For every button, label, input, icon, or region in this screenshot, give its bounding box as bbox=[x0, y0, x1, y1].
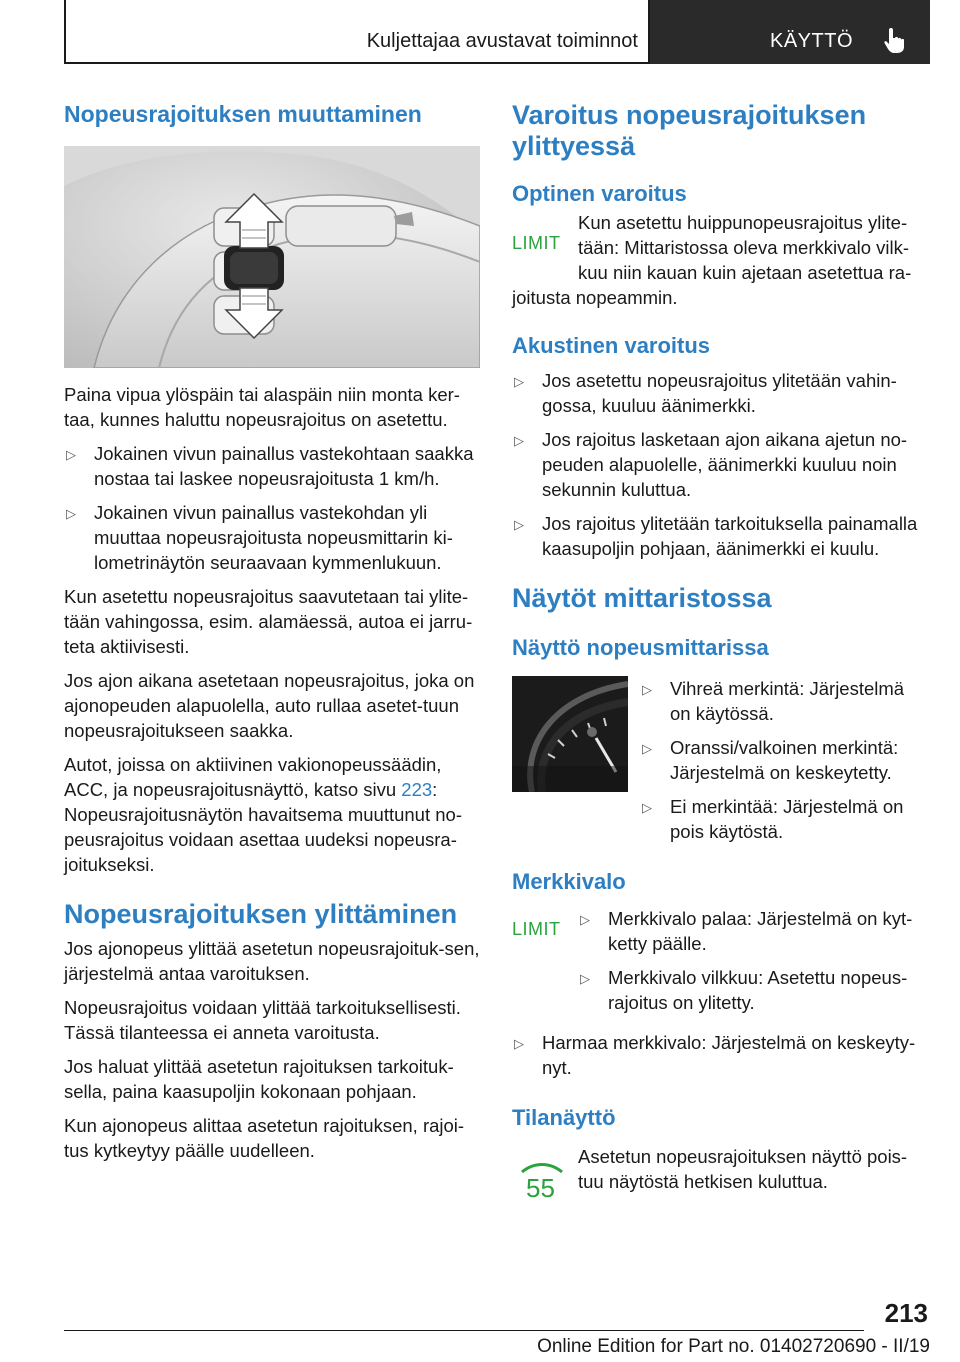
bullet-text: Merkkivalo vilkkuu: Asetettu nopeus-rajoitus on ylitetty. bbox=[608, 967, 908, 1013]
header-section-title: Kuljettajaa avustavat toiminnot bbox=[366, 30, 638, 52]
list-item bbox=[578, 965, 926, 1015]
list-item bbox=[640, 794, 926, 844]
list-item bbox=[64, 441, 480, 491]
heading-exceeding: Nopeusrajoituksen ylittäminen bbox=[64, 899, 458, 929]
limit-indicator-icon bbox=[512, 916, 572, 942]
bullet-text: Oranssi/valkoinen merkintä: Järjestelmä on keskeytetty. bbox=[670, 737, 899, 783]
list-item bbox=[512, 368, 926, 418]
list-item bbox=[578, 906, 926, 956]
paragraph-optical-text: Kun asetettu huippunopeusrajoitus ylite-tään: Mittaristossa oleva merkkivalo vilk-kuu niin kauan kuin ajetaan asetettua ra-joitusta nopeammin. bbox=[512, 212, 912, 308]
heading-indicator: Merkkivalo bbox=[512, 869, 626, 894]
list-item bbox=[512, 511, 926, 561]
bullet-text: Jos rajoitus ylitetään tarkoituksella painamalla kaasupoljin pohjaan, äänimerkki ei kuulu. bbox=[542, 513, 918, 559]
bullet-text: Ei merkintää: Järjestelmä on pois käytöstä. bbox=[670, 796, 904, 842]
indicator-block bbox=[512, 906, 926, 1030]
speedometer-bullets bbox=[640, 676, 926, 853]
speedometer-block bbox=[512, 676, 926, 856]
limit-indicator-icon bbox=[512, 230, 572, 256]
paragraph-press-lever: Paina vipua ylöspäin tai alaspäin niin monta ker-taa, kunnes haluttu nopeusrajoitus on asetettu. bbox=[64, 384, 460, 430]
limit-label: LIMIT bbox=[512, 919, 561, 939]
optical-warning-block bbox=[512, 210, 926, 310]
steering-wheel-lever-photo bbox=[64, 146, 480, 368]
header-section-box bbox=[64, 0, 648, 64]
triangle-bullet-icon: ▷ bbox=[66, 506, 76, 521]
paragraph-exceed-warning: Jos ajonopeus ylittää asetetun nopeusrajoituk-sen, järjestelmä antaa varoituksen. bbox=[64, 938, 480, 984]
list-item bbox=[640, 676, 926, 726]
paragraph-exceed-intentional: Nopeusrajoitus voidaan ylittää tarkoituksellisesti. Tässä tilanteessa ei anneta varoitusta. bbox=[64, 997, 461, 1043]
triangle-bullet-icon: ▷ bbox=[514, 1036, 524, 1051]
bullet-text: Jokainen vivun painallus vastekohtaan saakka nostaa tai laskee nopeusrajoitusta 1 km/h. bbox=[94, 443, 474, 489]
bullet-text: Jos rajoitus lasketaan ajon aikana ajetun no-peuden alapuolelle, äänimerkki kuuluu noin sekunnin kuluttua. bbox=[542, 429, 908, 500]
triangle-bullet-icon: ▷ bbox=[514, 374, 524, 389]
paragraph-acc bbox=[64, 752, 480, 877]
paragraph-acc-text-b: : Nopeusrajoitusnäytön havaitsema muuttunut no-peusrajoitus voidaan asettaa uudeksi nopeusra-joitukseksi. bbox=[64, 779, 462, 875]
triangle-bullet-icon: ▷ bbox=[642, 800, 652, 815]
triangle-bullet-icon: ▷ bbox=[642, 682, 652, 697]
header-chapter-box bbox=[648, 0, 930, 64]
list-item bbox=[640, 735, 926, 785]
list-item bbox=[512, 1030, 926, 1080]
indicator-bullets bbox=[578, 906, 926, 1024]
paragraph-limit-reached: Kun asetettu nopeusrajoitus saavutetaan tai ylite-tään vahingossa, esim. alamäessä, autoa ei jarru-teta aktiivisesti. bbox=[64, 586, 473, 657]
status-text-wrap bbox=[578, 1144, 926, 1194]
triangle-bullet-icon: ▷ bbox=[642, 741, 652, 756]
right-column bbox=[512, 100, 926, 1203]
hand-pointer-icon bbox=[882, 26, 908, 54]
limit-label: LIMIT bbox=[512, 233, 561, 253]
heading-status: Tilanäyttö bbox=[512, 1105, 616, 1130]
page-number: 213 bbox=[884, 1298, 928, 1328]
speed-limit-status-icon bbox=[512, 1158, 572, 1208]
heading-change-limit: Nopeusrajoituksen muuttaminen bbox=[64, 101, 422, 127]
bullet-text: Jos asetettu nopeusrajoitus ylitetään vahin-gossa, kuuluu äänimerkki. bbox=[542, 370, 897, 416]
page-reference-link[interactable]: 223 bbox=[401, 779, 433, 800]
bullet-text: Jokainen vivun painallus vastekohdan yli muuttaa nopeusrajoitusta nopeusmittarin ki-lometrinäytön seuraavaan kymmenlukuun. bbox=[94, 502, 453, 573]
triangle-bullet-icon: ▷ bbox=[580, 971, 590, 986]
triangle-bullet-icon: ▷ bbox=[66, 447, 76, 462]
bullet-text: Harmaa merkkivalo: Järjestelmä on keskeyty-nyt. bbox=[542, 1032, 916, 1078]
footer-divider bbox=[64, 1330, 864, 1331]
heading-acoustic: Akustinen varoitus bbox=[512, 333, 711, 358]
left-column bbox=[64, 100, 480, 1172]
heading-warning: Varoitus nopeusrajoituksen ylittyessä bbox=[512, 100, 867, 161]
status-speed-value: 55 bbox=[526, 1173, 555, 1203]
heading-speedometer: Näyttö nopeusmittarissa bbox=[512, 635, 769, 660]
page-header bbox=[64, 0, 930, 64]
heading-displays: Näytöt mittaristossa bbox=[512, 583, 772, 613]
paragraph-exceed-pedal: Jos haluat ylittää asetetun rajoituksen tarkoituk-sella, paina kaasupoljin kokonaan pohjaan. bbox=[64, 1056, 454, 1102]
footer-edition: Online Edition for Part no. 01402720690 - II/19 bbox=[537, 1336, 930, 1357]
paragraph-limit-set: Jos ajon aikana asetetaan nopeusrajoitus, joka on ajonopeuden alapuolella, auto rullaa asetet-tuun nopeusrajoitukseen saakka. bbox=[64, 670, 475, 741]
heading-optical: Optinen varoitus bbox=[512, 181, 687, 206]
list-item bbox=[512, 427, 926, 502]
speedometer-photo bbox=[512, 676, 628, 792]
triangle-bullet-icon: ▷ bbox=[580, 912, 590, 927]
paragraph-status: Asetetun nopeusrajoituksen näyttö pois-tuu näytöstä hetkisen kuluttua. bbox=[578, 1146, 908, 1192]
triangle-bullet-icon: ▷ bbox=[514, 517, 524, 532]
status-block bbox=[512, 1144, 926, 1203]
paragraph-acc-text-a: Autot, joissa on aktiivinen vakionopeussäädin, ACC, ja nopeusrajoitusnäyttö, katso sivu bbox=[64, 754, 442, 800]
paragraph-optical bbox=[512, 210, 926, 310]
bullet-text: Merkkivalo palaa: Järjestelmä on kyt-ketty päälle. bbox=[608, 908, 913, 954]
paragraph-reactivate: Kun ajonopeus alittaa asetetun rajoituksen, rajoi-tus kytkeytyy päälle uudelleen. bbox=[64, 1115, 465, 1161]
bullet-text: Vihreä merkintä: Järjestelmä on käytössä. bbox=[670, 678, 905, 724]
triangle-bullet-icon: ▷ bbox=[514, 433, 524, 448]
list-item bbox=[64, 500, 480, 575]
header-chapter-title: KÄYTTÖ bbox=[770, 30, 854, 52]
